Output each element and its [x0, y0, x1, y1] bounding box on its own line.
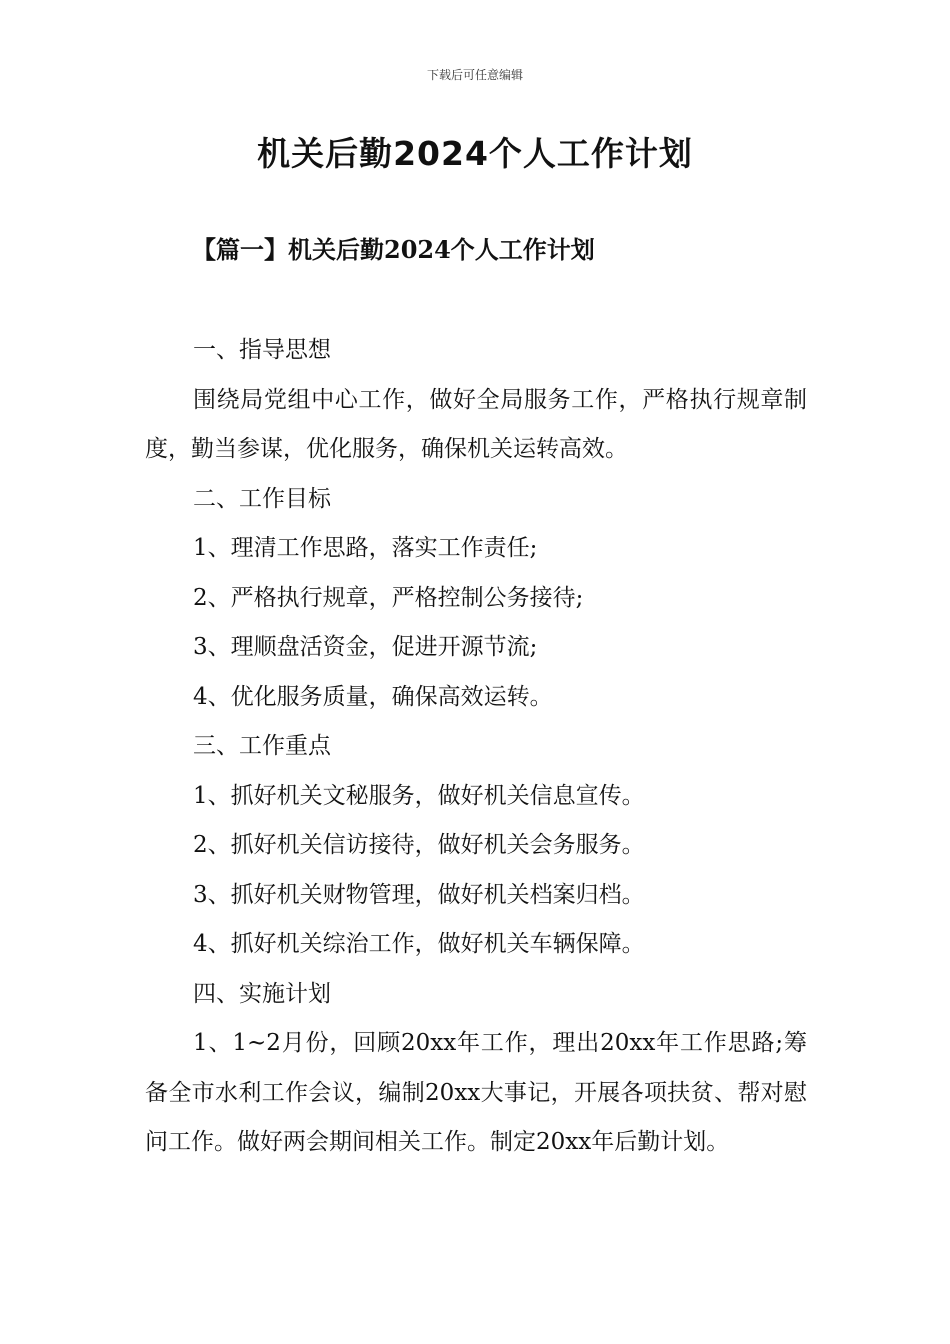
- list-item-goal-2: 2、严格执行规章，严格控制公务接待;: [193, 584, 584, 611]
- list-item-focus-1: 1、抓好机关文秘服务，做好机关信息宣传。: [193, 782, 645, 809]
- list-item-focus-4: 4、抓好机关综治工作，做好机关车辆保障。: [193, 931, 645, 957]
- document-title: 机关后勤2024个人工作计划: [257, 134, 693, 173]
- list-item-goal-1: 1、理清工作思路，落实工作责任;: [193, 535, 538, 561]
- heading-guiding-ideology: 一、指导思想: [193, 337, 331, 363]
- paragraph-guiding-ideology: 围绕局党组中心工作，做好全局服务工作，严格执行规章制度，勤当参谋，优化服务，确保机关运转高效。: [145, 386, 807, 462]
- list-item-focus-2: 2、抓好机关信访接待，做好机关会务服务。: [193, 832, 645, 858]
- paragraph-plan-1: 1、1~2月份，回顾20xx年工作，理出20xx年工作思路;筹备全市水利工作会议，编制20xx大事记，开展各项扶贫、帮对慰问工作。做好两会期间相关工作。制定20xx年后勤计划。: [145, 1030, 807, 1155]
- heading-implementation-plan: 四、实施计划: [193, 980, 331, 1007]
- section-title: 【篇一】机关后勤2024个人工作计划: [192, 235, 595, 264]
- list-item-goal-4: 4、优化服务质量，确保高效运转。: [193, 683, 553, 710]
- list-item-focus-3: 3、抓好机关财物管理，做好机关档案归档。: [193, 881, 645, 908]
- list-item-goal-3: 3、理顺盘活资金，促进开源节流;: [193, 634, 538, 660]
- heading-work-focus: 三、工作重点: [193, 733, 331, 759]
- heading-work-goals: 二、工作目标: [193, 485, 331, 512]
- document-body: [145, 326, 807, 1168]
- header-note: 下载后可任意编辑: [426, 68, 523, 82]
